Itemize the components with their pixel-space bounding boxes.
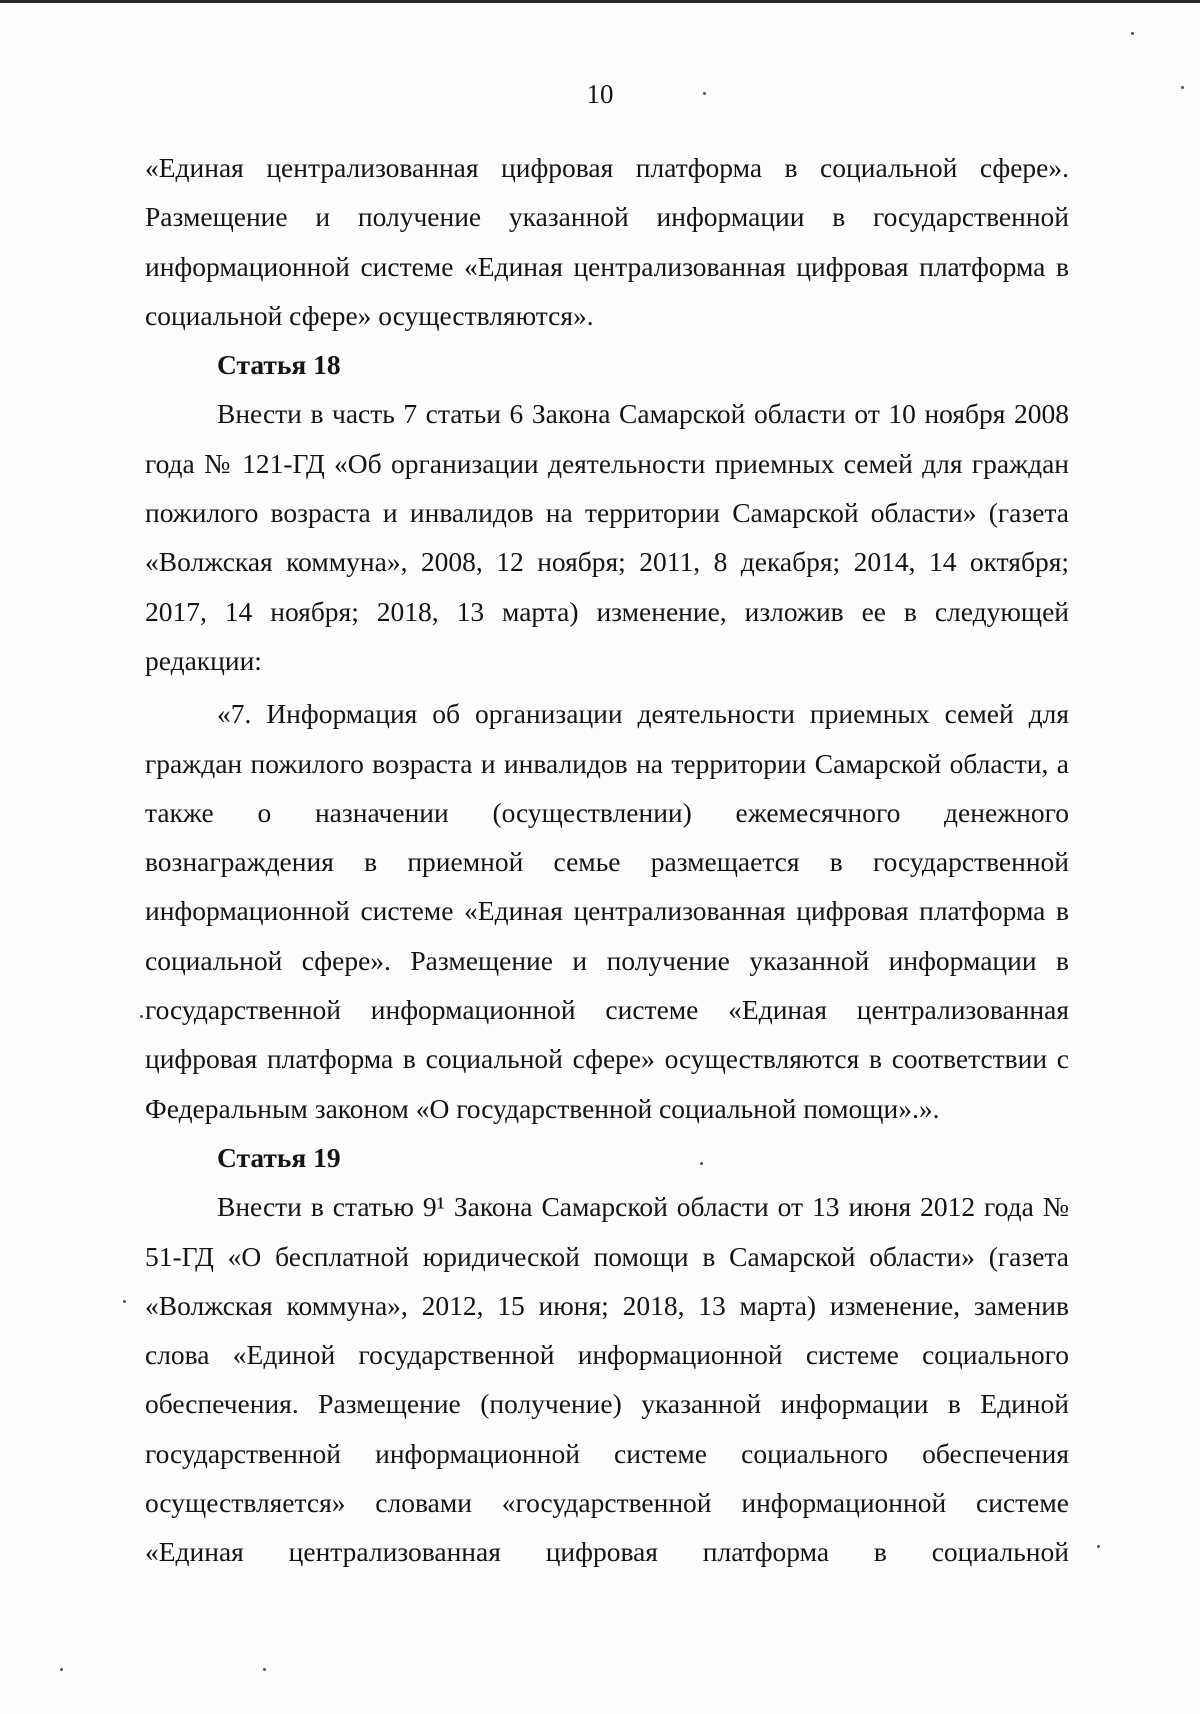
scan-speck — [1131, 32, 1134, 35]
article-19-paragraph-1: Внести в статью 9¹ Закона Самарской области от 13 июня 2012 года № 51-ГД «О бесплатной юридической помощи в Самарской области» (газета «Волжская коммуна», 2012, 15 июня; 2018, 13 марта) изменение, заменив слова «Единой государственной информационной системе социального обеспечения. Размещение (получение) указанной информации в Единой государственной информационной системе социального обеспечения осуществляется» словами «государственной информационной системе «Единая централизованная цифровая платформа в социальной — [145, 1191, 1069, 1568]
article-19-heading: Статья 19 — [217, 1141, 341, 1173]
article-18-paragraph-1: Внести в часть 7 статьи 6 Закона Самарской области от 10 ноября 2008 года № 121-ГД «Об организации деятельности приемных семей для граждан пожилого возраста и инвалидов на территории Самарской области» (газета «Волжская коммуна», 2008, 12 ноября; 2011, 8 декабря; 2014, 14 октября; 2017, 14 ноября; 2018, 13 марта) изменение, изложив ее в следующей редакции: — [145, 398, 1069, 676]
article-18-paragraph-2: «7. Информация об организации деятельности приемных семей для граждан пожилого возраста и инвалидов на территории Самарской области, а также о назначении (осуществлении) ежемесячного денежного вознаграждения в приемной семье размещается в государственной информационной системе «Единая централизованная цифровая платформа в социальной сфере». Размещение и получение указанной информации в государственной информационной системе «Единая централизованная цифровая платформа в социальной сфере» осуществляются в соответствии с Федеральным законом «О государственной социальной помощи».». — [145, 698, 1069, 1124]
scan-speck — [140, 1015, 143, 1018]
scan-speck — [700, 1162, 703, 1165]
scan-speck — [1097, 1545, 1100, 1548]
scan-speck — [263, 1668, 266, 1671]
page-number: 10 — [586, 79, 614, 109]
scan-speck — [703, 92, 706, 95]
scan-speck — [1181, 86, 1184, 89]
top-border-line — [0, 0, 1200, 3]
document-body — [145, 143, 1069, 1577]
paragraph-continuation: «Единая централизованная цифровая платформа в социальной сфере». Размещение и получение указанной информации в государственной информационной системе «Единая централизованная цифровая платформа в социальной сфере» осуществляются». — [145, 152, 1069, 331]
scan-speck — [123, 1300, 126, 1303]
scan-speck — [60, 1668, 63, 1671]
article-18-heading: Статья 18 — [217, 349, 341, 381]
